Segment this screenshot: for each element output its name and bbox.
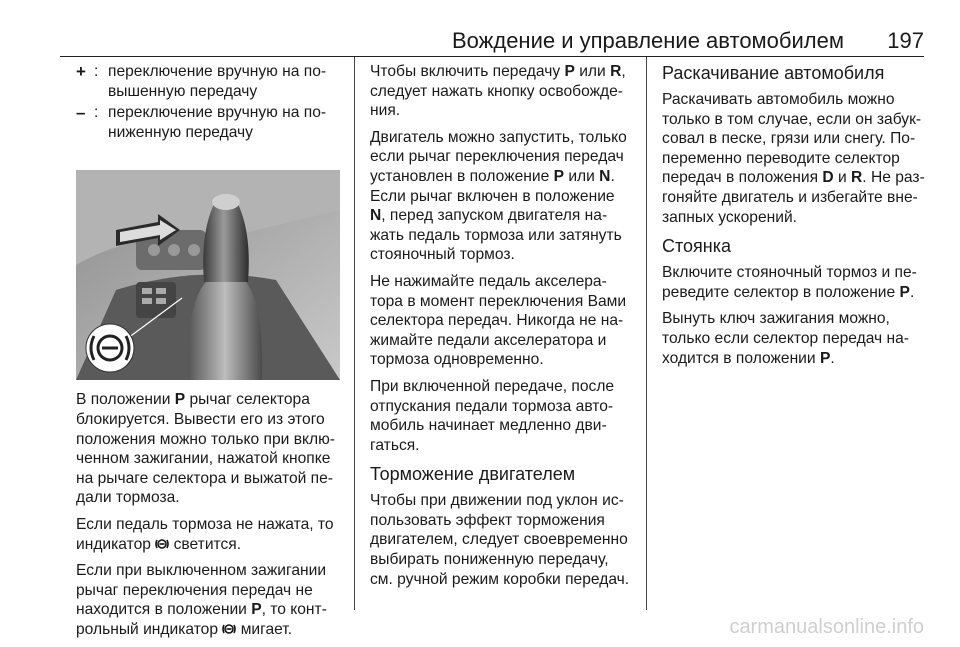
paragraph-engine-braking: Чтобы при движении под уклон использовать эффект торможения двигателем, следует своевременно выбирать пониженную передачу, см. ручной режим коробки передач. <box>370 492 630 588</box>
gear-selector-photo <box>76 170 340 380</box>
heading-engine-braking: Торможение двигателем <box>370 464 576 485</box>
legend-item-downshift: – : переключение вручную на пониженную передачу <box>76 103 341 142</box>
paragraph-rocking: Раскачивать автомобиль можно только в том случае, если он забуксовал в песке, грязи или снегу. Попеременно переводите селектор передач в положения D и R. Не разгоняйте двигатель и избегайте внезапных ускорений. <box>662 91 925 226</box>
column-3 <box>662 62 928 375</box>
page-header <box>60 24 924 54</box>
paragraph-engine-start: Двигатель можно запустить, только если рычаг переключения передач установлен в положение P или N. Если рычаг включен в положение N, перед запуском двигателя нажать педаль тормоза или затянуть стояночный тормоз. <box>370 128 627 264</box>
column-divider-1 <box>354 57 355 610</box>
legend-text: переключение вручную на повышенную передачу <box>108 63 327 100</box>
watermark: carmanualsonline.info <box>729 616 924 638</box>
legend-text: переключение вручную на пониженную передачу <box>108 104 327 141</box>
page-title: Вождение и управление автомобилем <box>451 28 844 53</box>
minus-icon: – <box>76 103 86 123</box>
paragraph-key-removal: Вынуть ключ зажигания можно, только если селектор передач находится в положении P. <box>662 310 909 367</box>
column-2 <box>370 62 634 596</box>
page-number: 197 <box>887 28 924 53</box>
plus-icon: + <box>76 62 86 81</box>
paragraph-p-lock: В положении P рычаг селектора блокируется. Вывести его из этого положения можно только при включенном зажигании, нажатой кнопке на рычаге селектора и выжатой педали тормоза. <box>76 391 335 507</box>
column-divider-2 <box>646 57 647 610</box>
paragraph-ignition-off: Если при выключенном зажигании рычаг переключения передач не находится в положении P, то контрольный индикатор мигает. <box>76 562 327 638</box>
heading-parking: Стоянка <box>662 236 732 257</box>
paragraph-creep: При включенной передаче, после отпускания педали тормоза автомобиль начинает медленно двигаться. <box>370 377 615 454</box>
column-1 <box>76 62 341 647</box>
brake-pedal-indicator-icon <box>155 537 169 551</box>
brake-pedal-indicator-icon <box>222 622 236 636</box>
paragraph-accelerator-warning: Не нажимайте педаль акселератора в момент переключения Вами селектора передач. Никогда не нажимайте педали акселератора и тормоза одновременно. <box>370 272 627 369</box>
paragraph-brake-indicator: Если педаль тормоза не нажата, то индикатор светится. <box>76 515 334 553</box>
paragraph-parking: Включите стояночный тормоз и переведите селектор в положение P. <box>662 264 917 301</box>
heading-rocking: Раскачивание автомобиля <box>662 63 885 83</box>
header-rule <box>60 56 924 57</box>
paragraph-release-button: Чтобы включить передачу P или R, следует нажать кнопку освобождения. <box>370 63 626 120</box>
legend-item-upshift: + : переключение вручную на повышенную передачу <box>76 62 341 101</box>
